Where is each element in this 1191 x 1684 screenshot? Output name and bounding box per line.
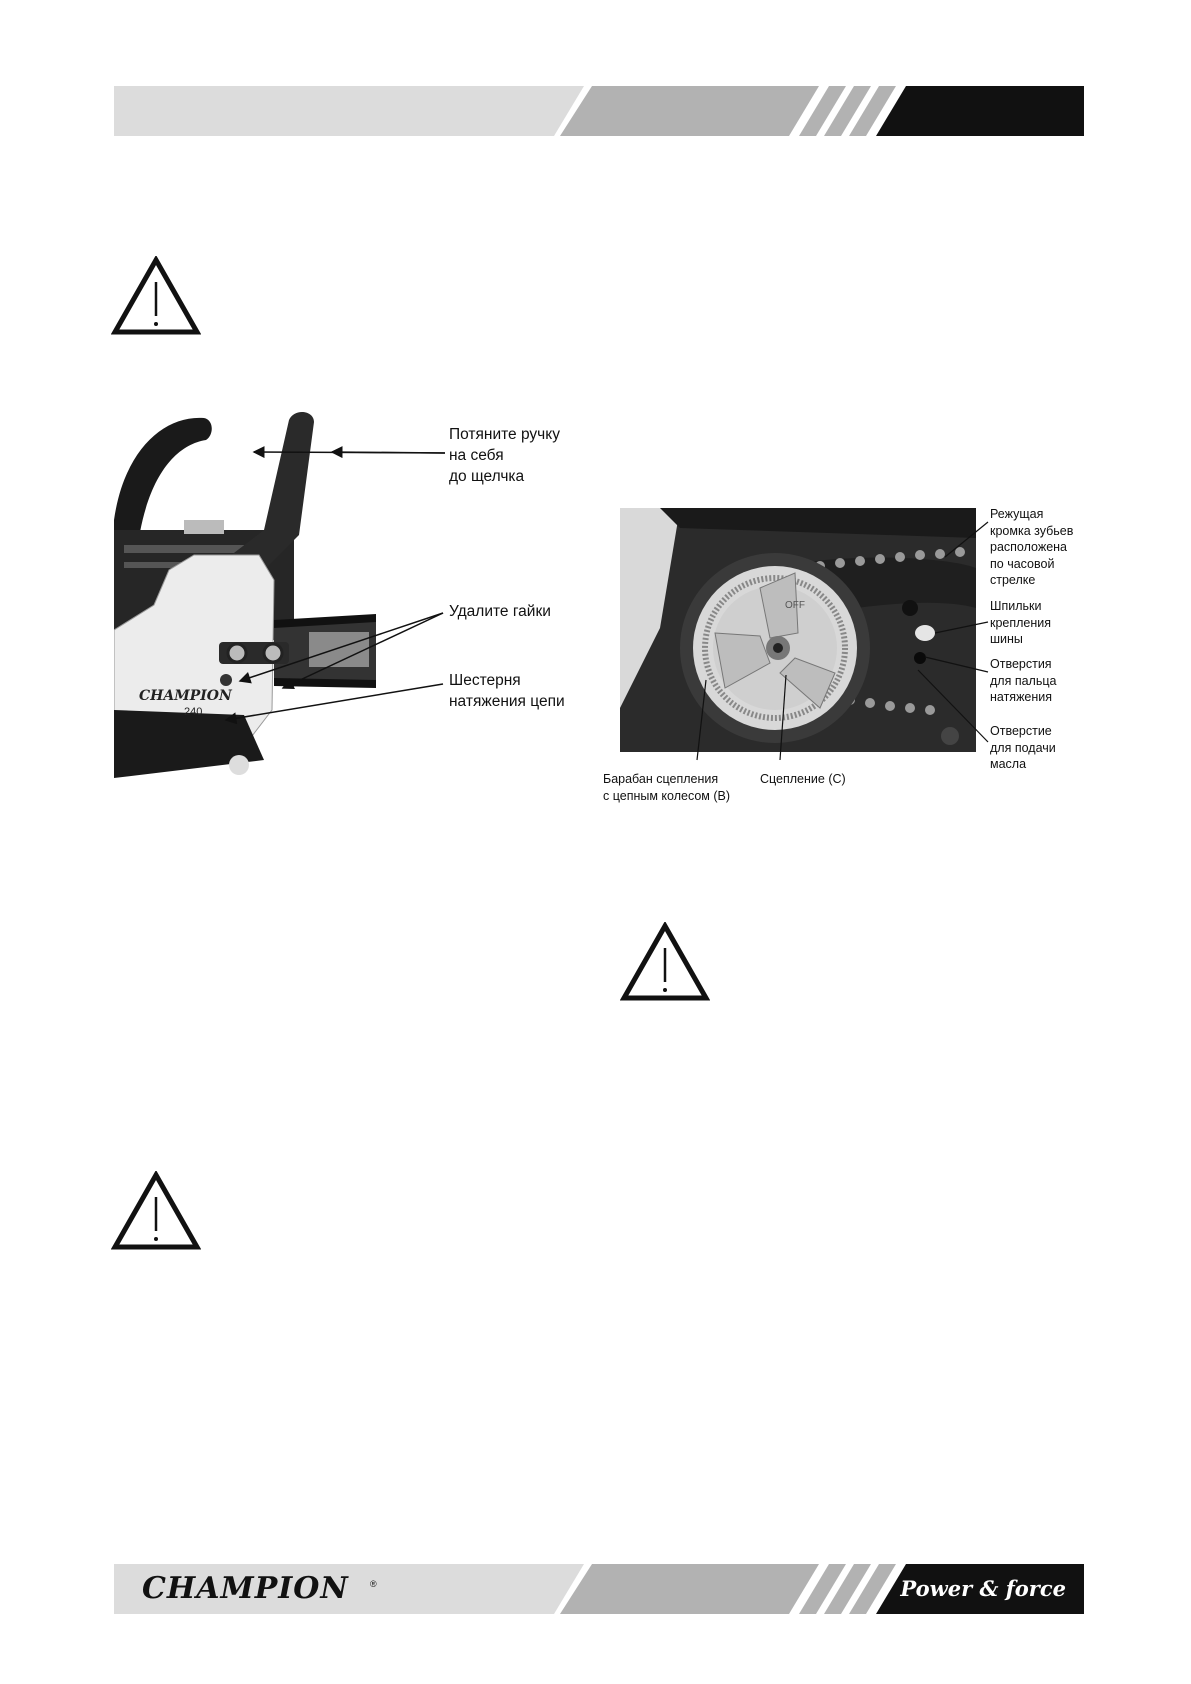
callout-line: на себя bbox=[449, 447, 504, 464]
callout-line: масла bbox=[990, 757, 1027, 771]
callout-line: Удалите гайки bbox=[449, 603, 551, 620]
callout-line: Отверстия bbox=[990, 657, 1052, 671]
callout-line: шины bbox=[990, 632, 1023, 646]
callout-cutting-edge bbox=[990, 506, 1073, 589]
callout-line: Шпильки bbox=[990, 599, 1042, 613]
callout-clutch-drum bbox=[603, 771, 730, 804]
callout-oil-hole bbox=[990, 723, 1056, 773]
callout-line: Сцепление (С) bbox=[760, 772, 846, 786]
clutch-marking-off: OFF bbox=[785, 600, 805, 611]
footer-brand-logo: CHAMPION bbox=[142, 1571, 349, 1606]
callout-line: расположена bbox=[990, 540, 1068, 554]
callout-line: Потяните ручку bbox=[449, 426, 560, 443]
callout-line: с цепным колесом (В) bbox=[603, 788, 731, 803]
callout-line: Шестерня bbox=[449, 672, 521, 689]
callout-line: стрелке bbox=[990, 573, 1036, 587]
callout-line: для пальца bbox=[990, 673, 1057, 688]
callout-line: Режущая bbox=[990, 507, 1044, 521]
callout-tension-holes bbox=[990, 656, 1056, 706]
svg-text:CHAMPION: CHAMPION bbox=[139, 688, 232, 704]
callout-line: кромка зубьев bbox=[990, 523, 1074, 538]
callout-bar-studs bbox=[990, 598, 1051, 648]
callout-clutch bbox=[760, 771, 846, 788]
footer-band: CHAMPION ® Power & force bbox=[114, 1564, 1084, 1614]
callout-line: по часовой bbox=[990, 556, 1055, 571]
callout-line: до щелчка bbox=[449, 468, 525, 485]
footer-slogan: Power & force bbox=[900, 1576, 1066, 1601]
callout-line: Отверстие bbox=[990, 724, 1052, 738]
callout-line: крепления bbox=[990, 615, 1052, 630]
callout-line: натяжения bbox=[990, 690, 1053, 704]
callout-line: для подачи bbox=[990, 740, 1056, 755]
callout-line: натяжения цепи bbox=[449, 693, 565, 710]
svg-text:240: 240 bbox=[184, 706, 203, 718]
callout-line: Барабан сцепления bbox=[603, 772, 719, 786]
